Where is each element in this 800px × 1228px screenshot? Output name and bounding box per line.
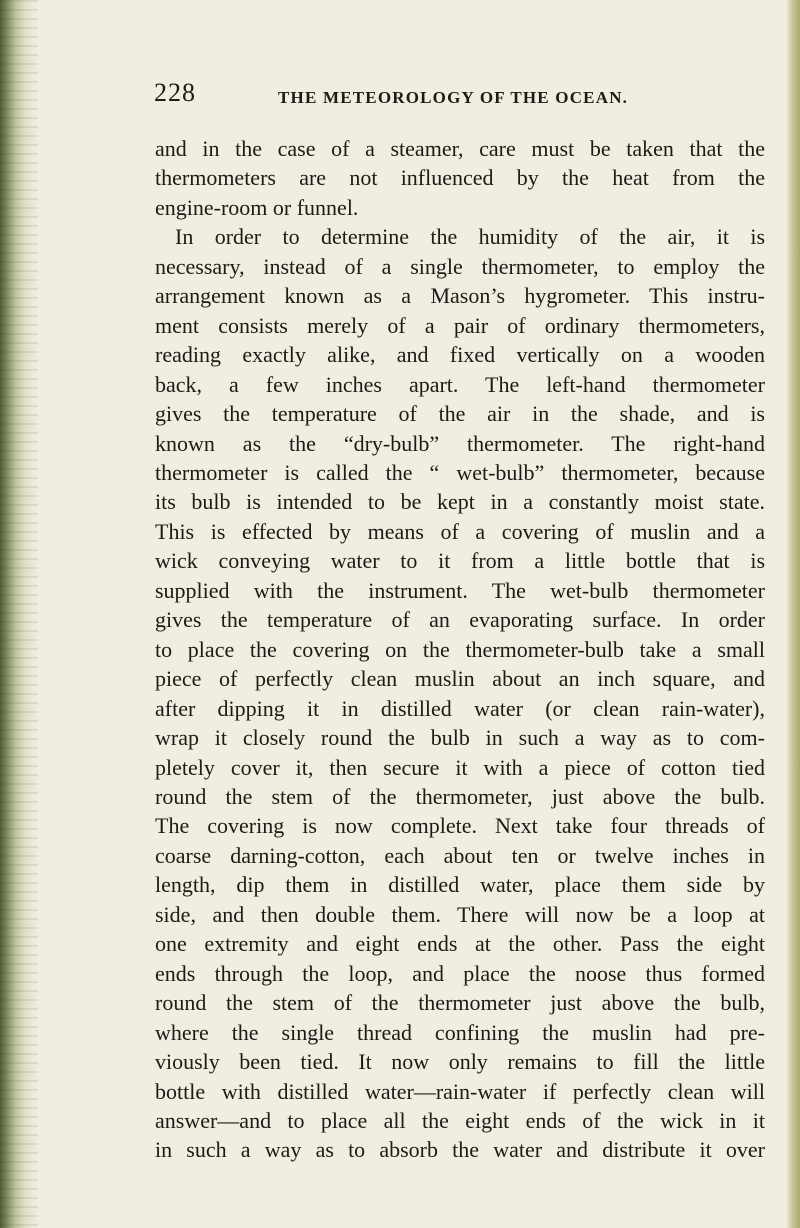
text-line: length, dip them in distilled water, place them side by [155,872,765,898]
text-line: piece of perfectly clean muslin about an inch square, and [155,666,765,692]
text-line: coarse darning-cotton, each about ten or twelve inches in [155,842,765,868]
text-line: ends through the loop, and place the noose thus formed [155,960,765,986]
text-line: engine-room or funnel. [155,194,359,220]
page-right-edge [786,0,800,1228]
text-line: after dipping it in distilled water (or clean rain-water), [155,695,765,721]
text-line: known as the “dry-bulb” thermometer. The right-hand [155,430,765,456]
text-line: bottle with distilled water—rain-water if perfectly clean will [155,1078,765,1104]
text-line: gives the temperature of the air in the shade, and is [155,401,765,427]
text-line: This is effected by means of a covering of muslin and a [155,518,765,544]
text-line: pletely cover it, then secure it with a piece of cotton tied [155,754,765,780]
text-line: to place the covering on the thermometer-bulb take a small [155,636,765,662]
text-line: wrap it closely round the bulb in such a way as to com- [155,725,765,751]
text-line: viously been tied. It now only remains to fill the little [155,1049,765,1075]
text-line: round the stem of the thermometer just above the bulb, [155,990,765,1016]
page-number: 228 [154,78,196,107]
text-line: necessary, instead of a single thermometer, to employ the [155,253,765,279]
text-line: back, a few inches apart. The left-hand thermometer [155,371,765,397]
page-binding-edge [0,0,38,1228]
text-line: answer—and to place all the eight ends of the wick in it [155,1107,765,1133]
text-line: ment consists merely of a pair of ordinary thermometers, [155,312,765,338]
text-line: gives the temperature of an evaporating surface. In order [155,607,765,633]
text-line: The covering is now complete. Next take four threads of [155,813,765,839]
text-line: side, and then double them. There will now be a loop at [155,901,765,927]
body-text [155,134,765,1165]
text-line: one extremity and eight ends at the other. Pass the eight [155,931,765,957]
running-head: THE METEOROLOGY OF THE OCEAN. [278,88,629,107]
text-line: wick conveying water to it from a little bottle that is [155,548,765,574]
text-line: reading exactly alike, and fixed vertically on a wooden [155,342,765,368]
text-line: in such a way as to absorb the water and distribute it over [155,1137,765,1163]
text-line: its bulb is intended to be kept in a constantly moist state. [155,489,765,515]
text-line: In order to determine the humidity of the air, it is [175,224,765,250]
text-line: thermometer is called the “ wet-bulb” thermometer, because [155,459,765,485]
text-line: and in the case of a steamer, care must be taken that the [155,136,765,161]
text-line: arrangement known as a Mason’s hygrometer. This instru- [155,283,765,309]
text-line: thermometers are not influenced by the heat from the [155,165,765,191]
text-line: supplied with the instrument. The wet-bulb thermometer [155,577,765,603]
text-line: where the single thread confining the muslin had pre- [155,1019,765,1045]
text-line: round the stem of the thermometer, just above the bulb. [155,783,765,809]
page-header [154,78,754,118]
